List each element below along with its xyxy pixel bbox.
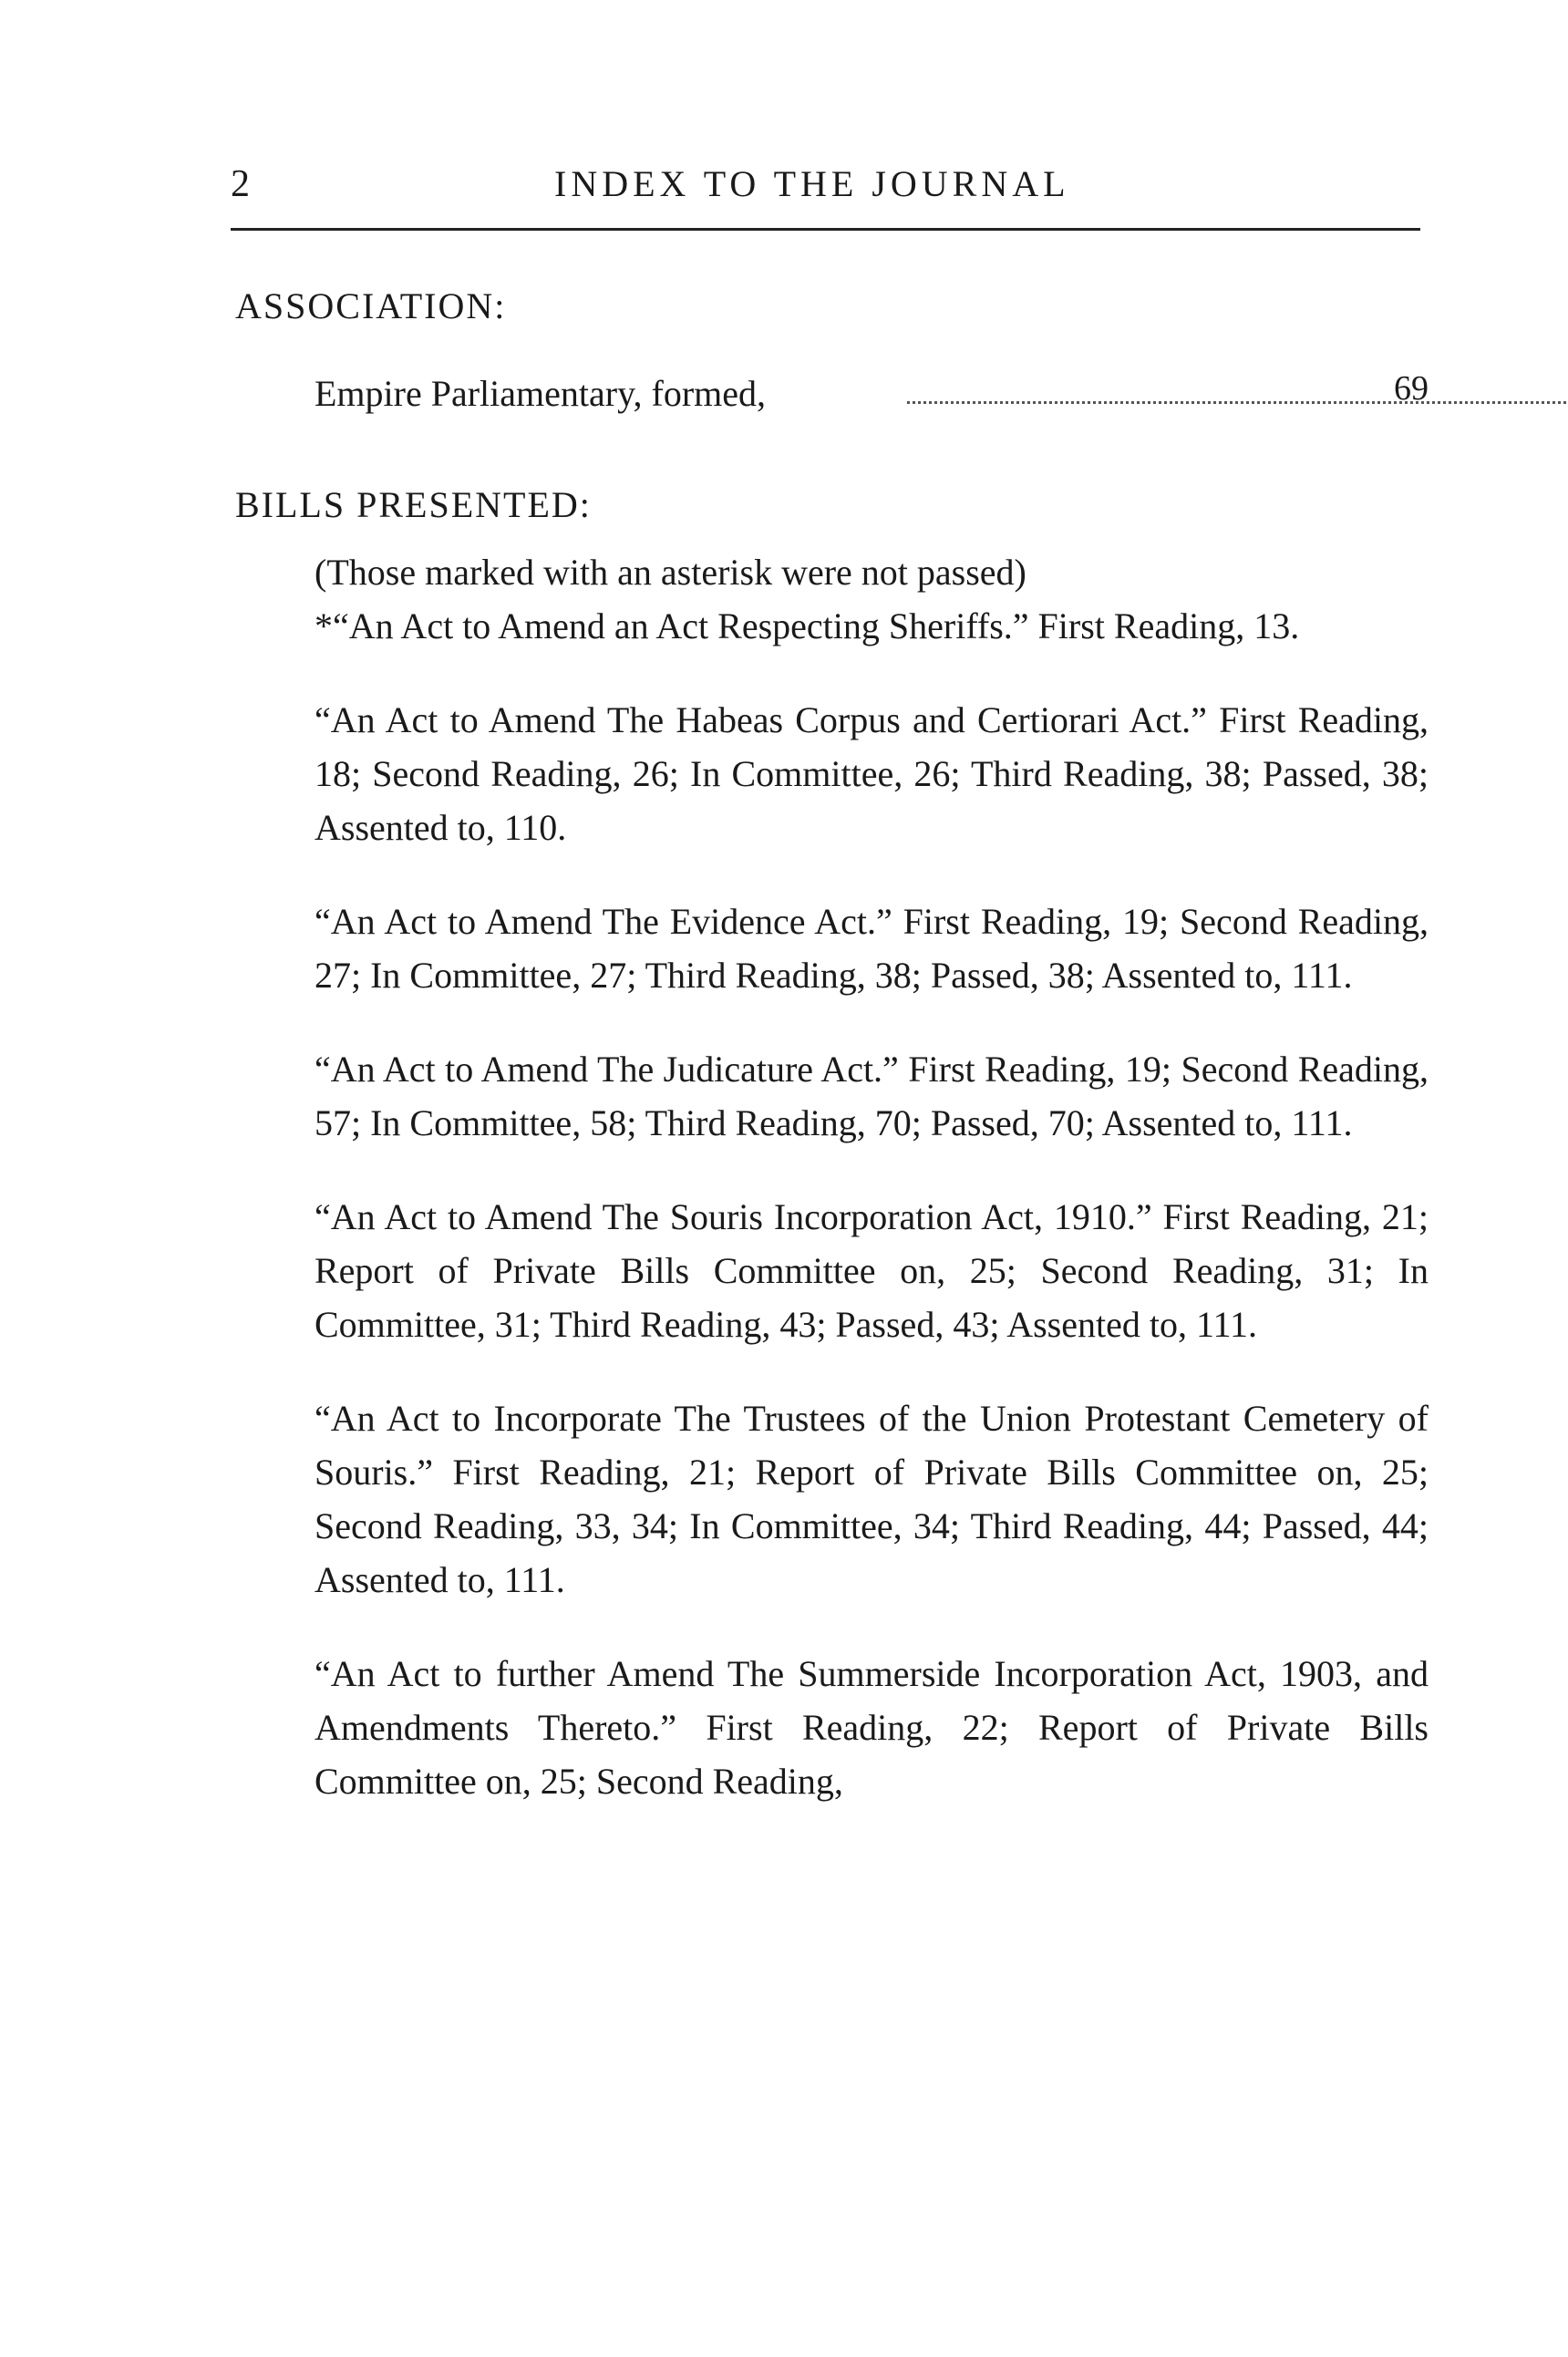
bill-entry: “An Act to Amend The Habeas Corpus and Certiorari Act.” First Reading, 18; Second Reading, 26; In Committee, 26; Third Reading, 38; Passed, 38; Assented to, 110.: [315, 699, 1429, 848]
running-head-title: INDEX TO THE JOURNAL: [554, 163, 1070, 204]
bill-entry: “An Act to Incorporate The Trustees of the Union Protestant Cemetery of Souris.” First Reading, 21; Report of Private Bills Committee on, 25; Second Reading, 33, 34; In Committee, 34; Third Reading, 44; Passed, 44; Assented to, 111.: [315, 1398, 1429, 1600]
bill-entry: “An Act to Amend The Evidence Act.” First Reading, 19; Second Reading, 27; In Committee, 27; Third Reading, 38; Passed, 38; Assented to, 111.: [315, 901, 1429, 996]
header-rule: [231, 228, 1420, 231]
index-entry-text: Empire Parliamentary, formed,: [315, 373, 766, 414]
bill-entry: “An Act to Amend The Souris Incorporation Act, 1910.” First Reading, 21; Report of Private Bills Committee on, 25; Second Reading, 31; In Committee, 31; Third Reading, 43; Passed, 43; Assented to, 111.: [315, 1196, 1429, 1345]
bill-entry: *“An Act to Amend an Act Respecting Sheriffs.” First Reading, 13.: [315, 605, 1300, 646]
page-number: 2: [231, 163, 251, 205]
asterisk-note: (Those marked with an asterisk were not passed): [315, 552, 1026, 593]
section-heading-bills: BILLS PRESENTED:: [235, 484, 592, 525]
bill-entry: “An Act to Amend The Judicature Act.” First Reading, 19; Second Reading, 57; In Committee, 58; Third Reading, 70; Passed, 70; Assented to, 111.: [315, 1049, 1429, 1143]
running-head: [231, 162, 1416, 217]
index-line-association: [315, 369, 1429, 418]
section-heading-association: ASSOCIATION:: [235, 285, 507, 326]
dot-leader: [907, 401, 1568, 404]
bills-entry-list: [315, 545, 1429, 1848]
index-entry-page: 69: [1394, 369, 1429, 408]
bill-entry: “An Act to further Amend The Summerside Incorporation Act, 1903, and Amendments Thereto.” First Reading, 22; Report of Private Bills Committee on, 25; Second Reading,: [315, 1653, 1429, 1802]
